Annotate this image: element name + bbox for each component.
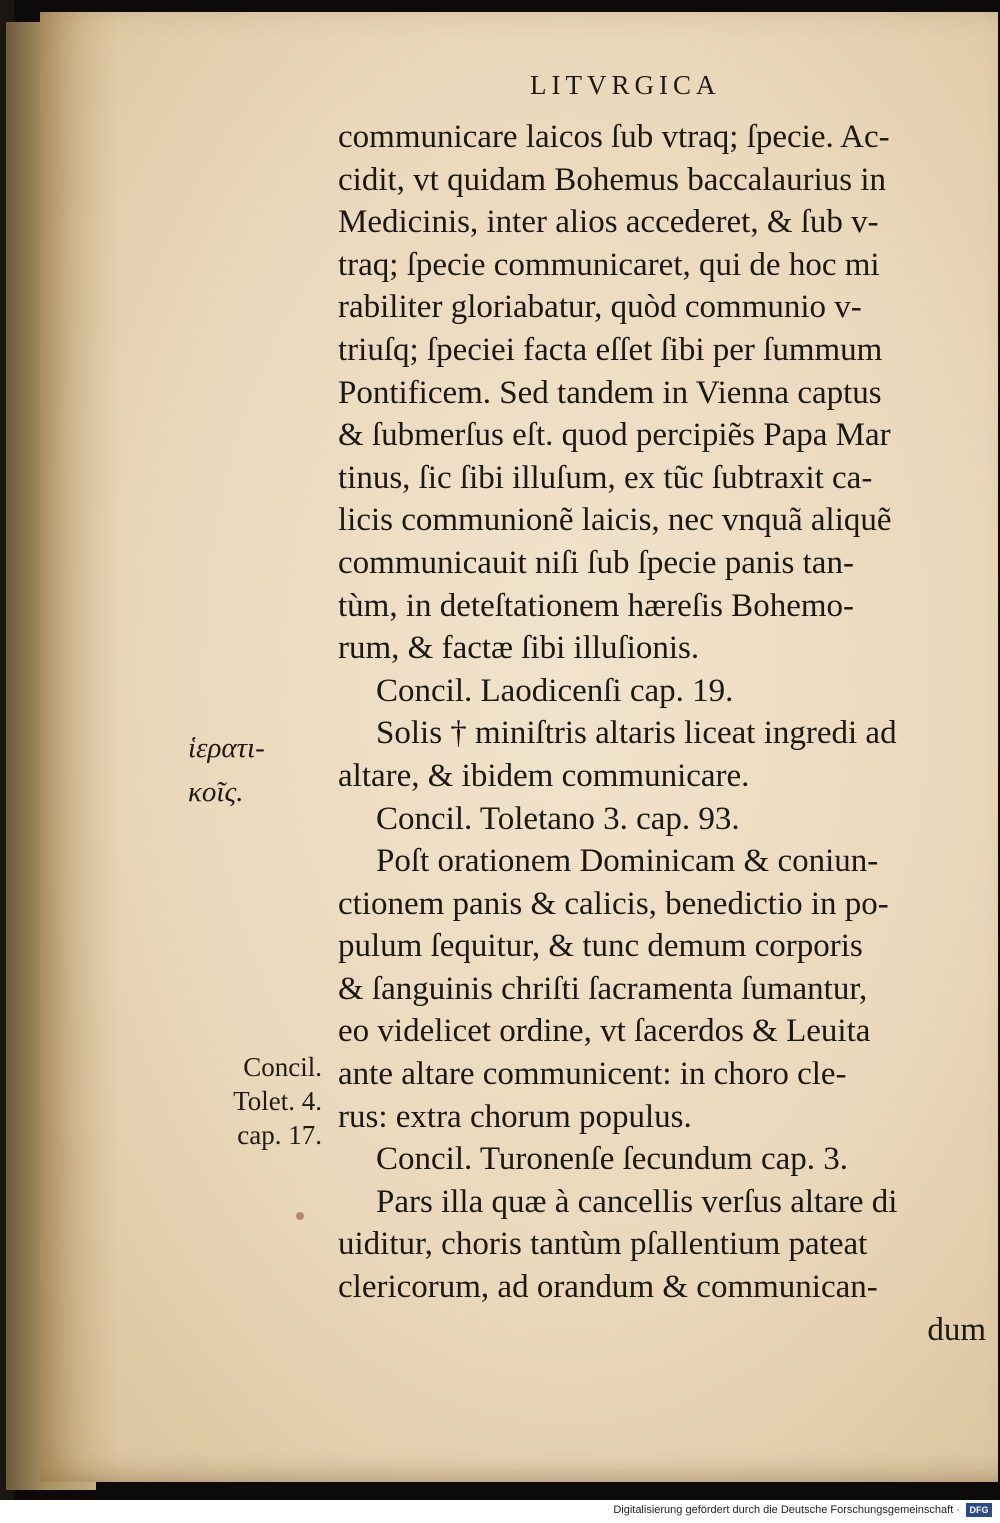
text-line: traq; ſpecie communicaret, qui de hoc mi [338,246,880,283]
margin-note-greek [188,726,265,814]
text-line: rum, & factæ ſibi illuſionis. [338,630,700,667]
margin-note-line: Tolet. 4. [233,1086,322,1116]
text-line: ctionem panis & calicis, benedictio in po- [338,885,889,922]
text-line: cidit, vt quidam Bohemus baccalaurius in [338,161,887,198]
text-line: licis communionẽ laicis, nec vnquã aliquẽ [338,502,892,539]
ink-spot [296,1212,304,1220]
margin-note-line: ἱερατι- [188,732,265,764]
text-line: Poſt orationem Dominicam & coniun- [376,843,879,880]
text-line: Concil. Laodicenſi cap. 19. [376,672,734,709]
margin-note-line: cap. 17. [237,1120,322,1150]
text-line: altare, & ibidem communicare. [338,757,750,794]
text-line: tùm, in deteſtationem hæreſis Bohemo- [338,587,854,624]
text-line: Solis † miniſtris altaris liceat ingredi ad [376,715,897,752]
text-line: rus: extra chorum populus. [338,1098,692,1135]
text-line: ante altare communicent: in choro cle- [338,1056,847,1093]
text-line: rabiliter gloriabatur, quòd communio v- [338,289,862,326]
text-line: Concil. Toletano 3. cap. 93. [376,800,740,837]
text-line: Medicinis, inter alios accederet, & ſub v- [338,204,879,241]
text-line: Concil. Turonenſe ſecundum cap. 3. [376,1141,849,1178]
text-line: & ſubmerſus eſt. quod percipiẽs Papa Mar [338,417,891,454]
running-head: LITVRGICA [530,70,721,100]
text-line: & ſanguinis chriſti ſacramenta ſumantur, [338,970,868,1007]
text-line: Pars illa quæ à cancellis verſus altare di [376,1183,898,1220]
text-line: communicauit niſi ſub ſpecie panis tan- [338,544,854,581]
text-line: pulum ſequitur, & tunc demum corporis [338,928,863,965]
text-line: dum [927,1311,986,1348]
text-line: clericorum, ad orandum & communican- [338,1269,878,1306]
text-line: tinus, ſic ſibi illuſum, ex tũc ſubtraxit ca- [338,459,873,496]
text-line: uiditur, choris tantùm pſallentium pateat [338,1226,868,1263]
footer-credit: Digitalisierung gefördert durch die Deutsche Forschungsgemeinschaft · [613,1504,960,1516]
text-line: triuſq; ſpeciei facta eſſet ſibi per ſummum [338,331,883,368]
dfg-logo: DFG [966,1503,992,1517]
margin-note-line: κοῖς. [188,776,244,808]
margin-note-concil [190,1050,322,1152]
text-line: eo videlicet ordine, vt ſacerdos & Leuita [338,1013,871,1050]
margin-note-line: Concil. [243,1052,322,1082]
body-text [338,116,986,1351]
text-line: communicare laicos ſub vtraq; ſpecie. Ac- [338,119,890,155]
text-line: Pontificem. Sed tandem in Vienna captus [338,374,882,411]
